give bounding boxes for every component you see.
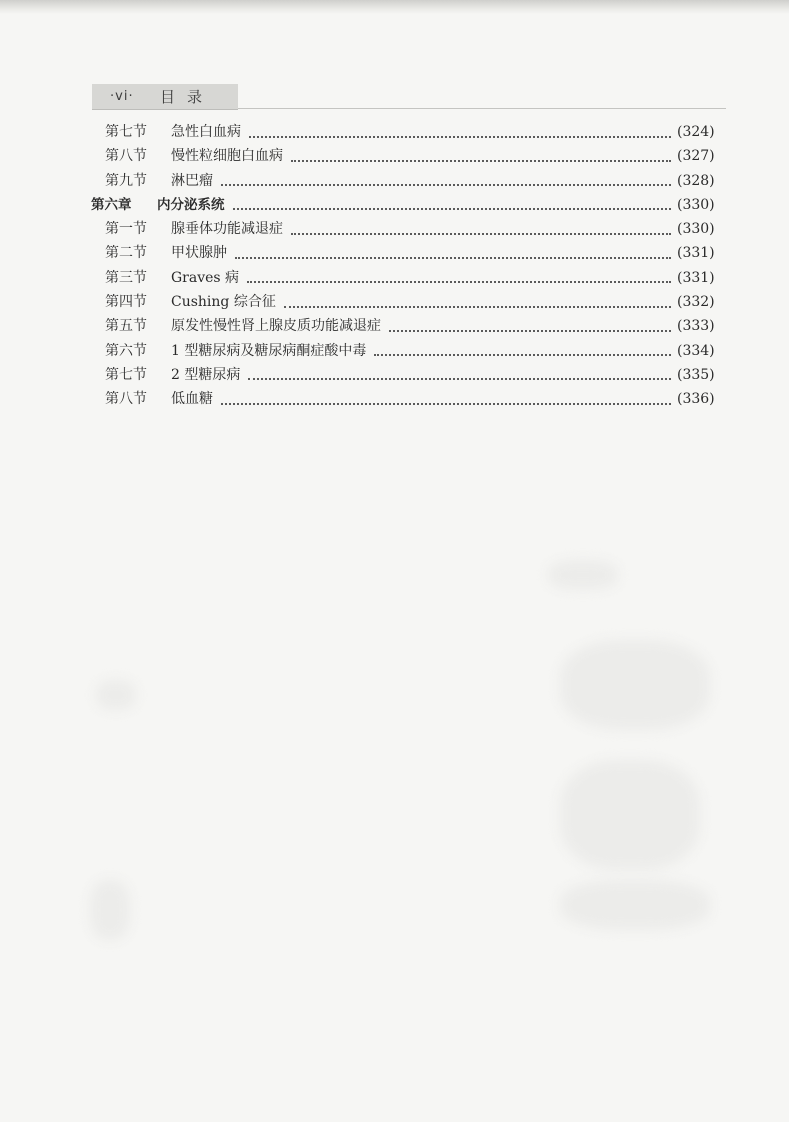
toc-section-row — [0, 171, 789, 195]
toc-section-row — [0, 316, 789, 340]
toc-section-row — [0, 365, 789, 389]
toc-section-row — [0, 389, 789, 413]
toc-entry-title: 低血糖 — [171, 391, 213, 408]
bleed-through-mark — [90, 880, 130, 940]
toc-section-row — [0, 219, 789, 243]
toc-entry-number: 第八节 — [105, 391, 147, 408]
toc-entry-page: (335) — [677, 366, 715, 383]
bleed-through-mark — [560, 640, 710, 730]
toc-entry-number: 第九节 — [105, 172, 147, 189]
toc-entry-number: 第二节 — [105, 245, 147, 262]
header-rule — [238, 108, 726, 109]
toc-entry-page: (324) — [677, 124, 715, 140]
toc-entry-page: (332) — [677, 294, 715, 311]
bleed-through-mark — [560, 760, 700, 870]
toc-entry-title: 1 型糖尿病及糖尿病酮症酸中毒 — [171, 342, 367, 359]
scan-edge-shadow — [0, 0, 789, 14]
bleed-through-mark — [548, 560, 618, 590]
toc-section-row — [0, 122, 789, 146]
toc-entry-number: 第一节 — [105, 221, 147, 238]
toc-entry-title: 慢性粒细胞白血病 — [171, 148, 283, 165]
toc-entry-title: 内分泌系统 — [157, 196, 225, 213]
toc-entry-page: (336) — [677, 391, 715, 408]
toc-section-row — [0, 292, 789, 316]
table-of-contents — [0, 122, 789, 414]
dot-leader — [221, 183, 671, 186]
toc-entry-title: 急性白血病 — [171, 124, 241, 140]
toc-entry-page: (333) — [677, 318, 715, 335]
toc-entry-title: 2 型糖尿病 — [171, 366, 241, 383]
toc-entry-title: Graves 病 — [171, 269, 240, 286]
page-number-label: ·vi· — [110, 89, 134, 104]
toc-chapter-row — [0, 195, 789, 219]
toc-entry-number: 第七节 — [105, 366, 147, 383]
toc-entry-page: (330) — [677, 196, 715, 213]
toc-entry-page: (330) — [677, 221, 715, 238]
toc-entry-title: 甲状腺肿 — [171, 245, 227, 262]
bleed-through-mark — [560, 880, 710, 930]
toc-entry-page: (331) — [677, 269, 715, 286]
dot-leader — [221, 402, 671, 405]
toc-entry-page: (327) — [677, 148, 715, 165]
toc-entry-title: 淋巴瘤 — [171, 172, 213, 189]
toc-entry-title: 原发性慢性肾上腺皮质功能减退症 — [171, 318, 381, 335]
dot-leader — [249, 135, 671, 138]
toc-section-row — [0, 268, 789, 292]
toc-entry-number: 第四节 — [105, 294, 147, 311]
page-title: 目录 — [160, 88, 215, 106]
dot-leader — [389, 329, 671, 332]
dot-leader — [291, 232, 671, 235]
toc-entry-page: (328) — [677, 172, 715, 189]
toc-section-row — [0, 341, 789, 365]
toc-entry-title: 腺垂体功能减退症 — [171, 221, 283, 238]
dot-leader — [291, 159, 671, 162]
toc-entry-title: Cushing 综合征 — [171, 294, 276, 311]
dot-leader — [235, 256, 671, 259]
toc-entry-page: (331) — [677, 245, 715, 262]
dot-leader — [248, 377, 671, 380]
toc-entry-number: 第三节 — [105, 269, 147, 286]
toc-entry-number: 第八节 — [105, 148, 147, 165]
toc-entry-number: 第六章 — [91, 196, 132, 213]
toc-entry-page: (334) — [677, 342, 715, 359]
dot-leader — [374, 353, 671, 356]
dot-leader — [233, 207, 672, 210]
toc-entry-number: 第五节 — [105, 318, 147, 335]
toc-entry-number: 第七节 — [105, 124, 147, 140]
dot-leader — [284, 305, 671, 308]
dot-leader — [247, 280, 671, 283]
bleed-through-mark — [96, 680, 136, 710]
toc-entry-number: 第六节 — [105, 342, 147, 359]
toc-section-row — [0, 243, 789, 267]
toc-section-row — [0, 146, 789, 170]
